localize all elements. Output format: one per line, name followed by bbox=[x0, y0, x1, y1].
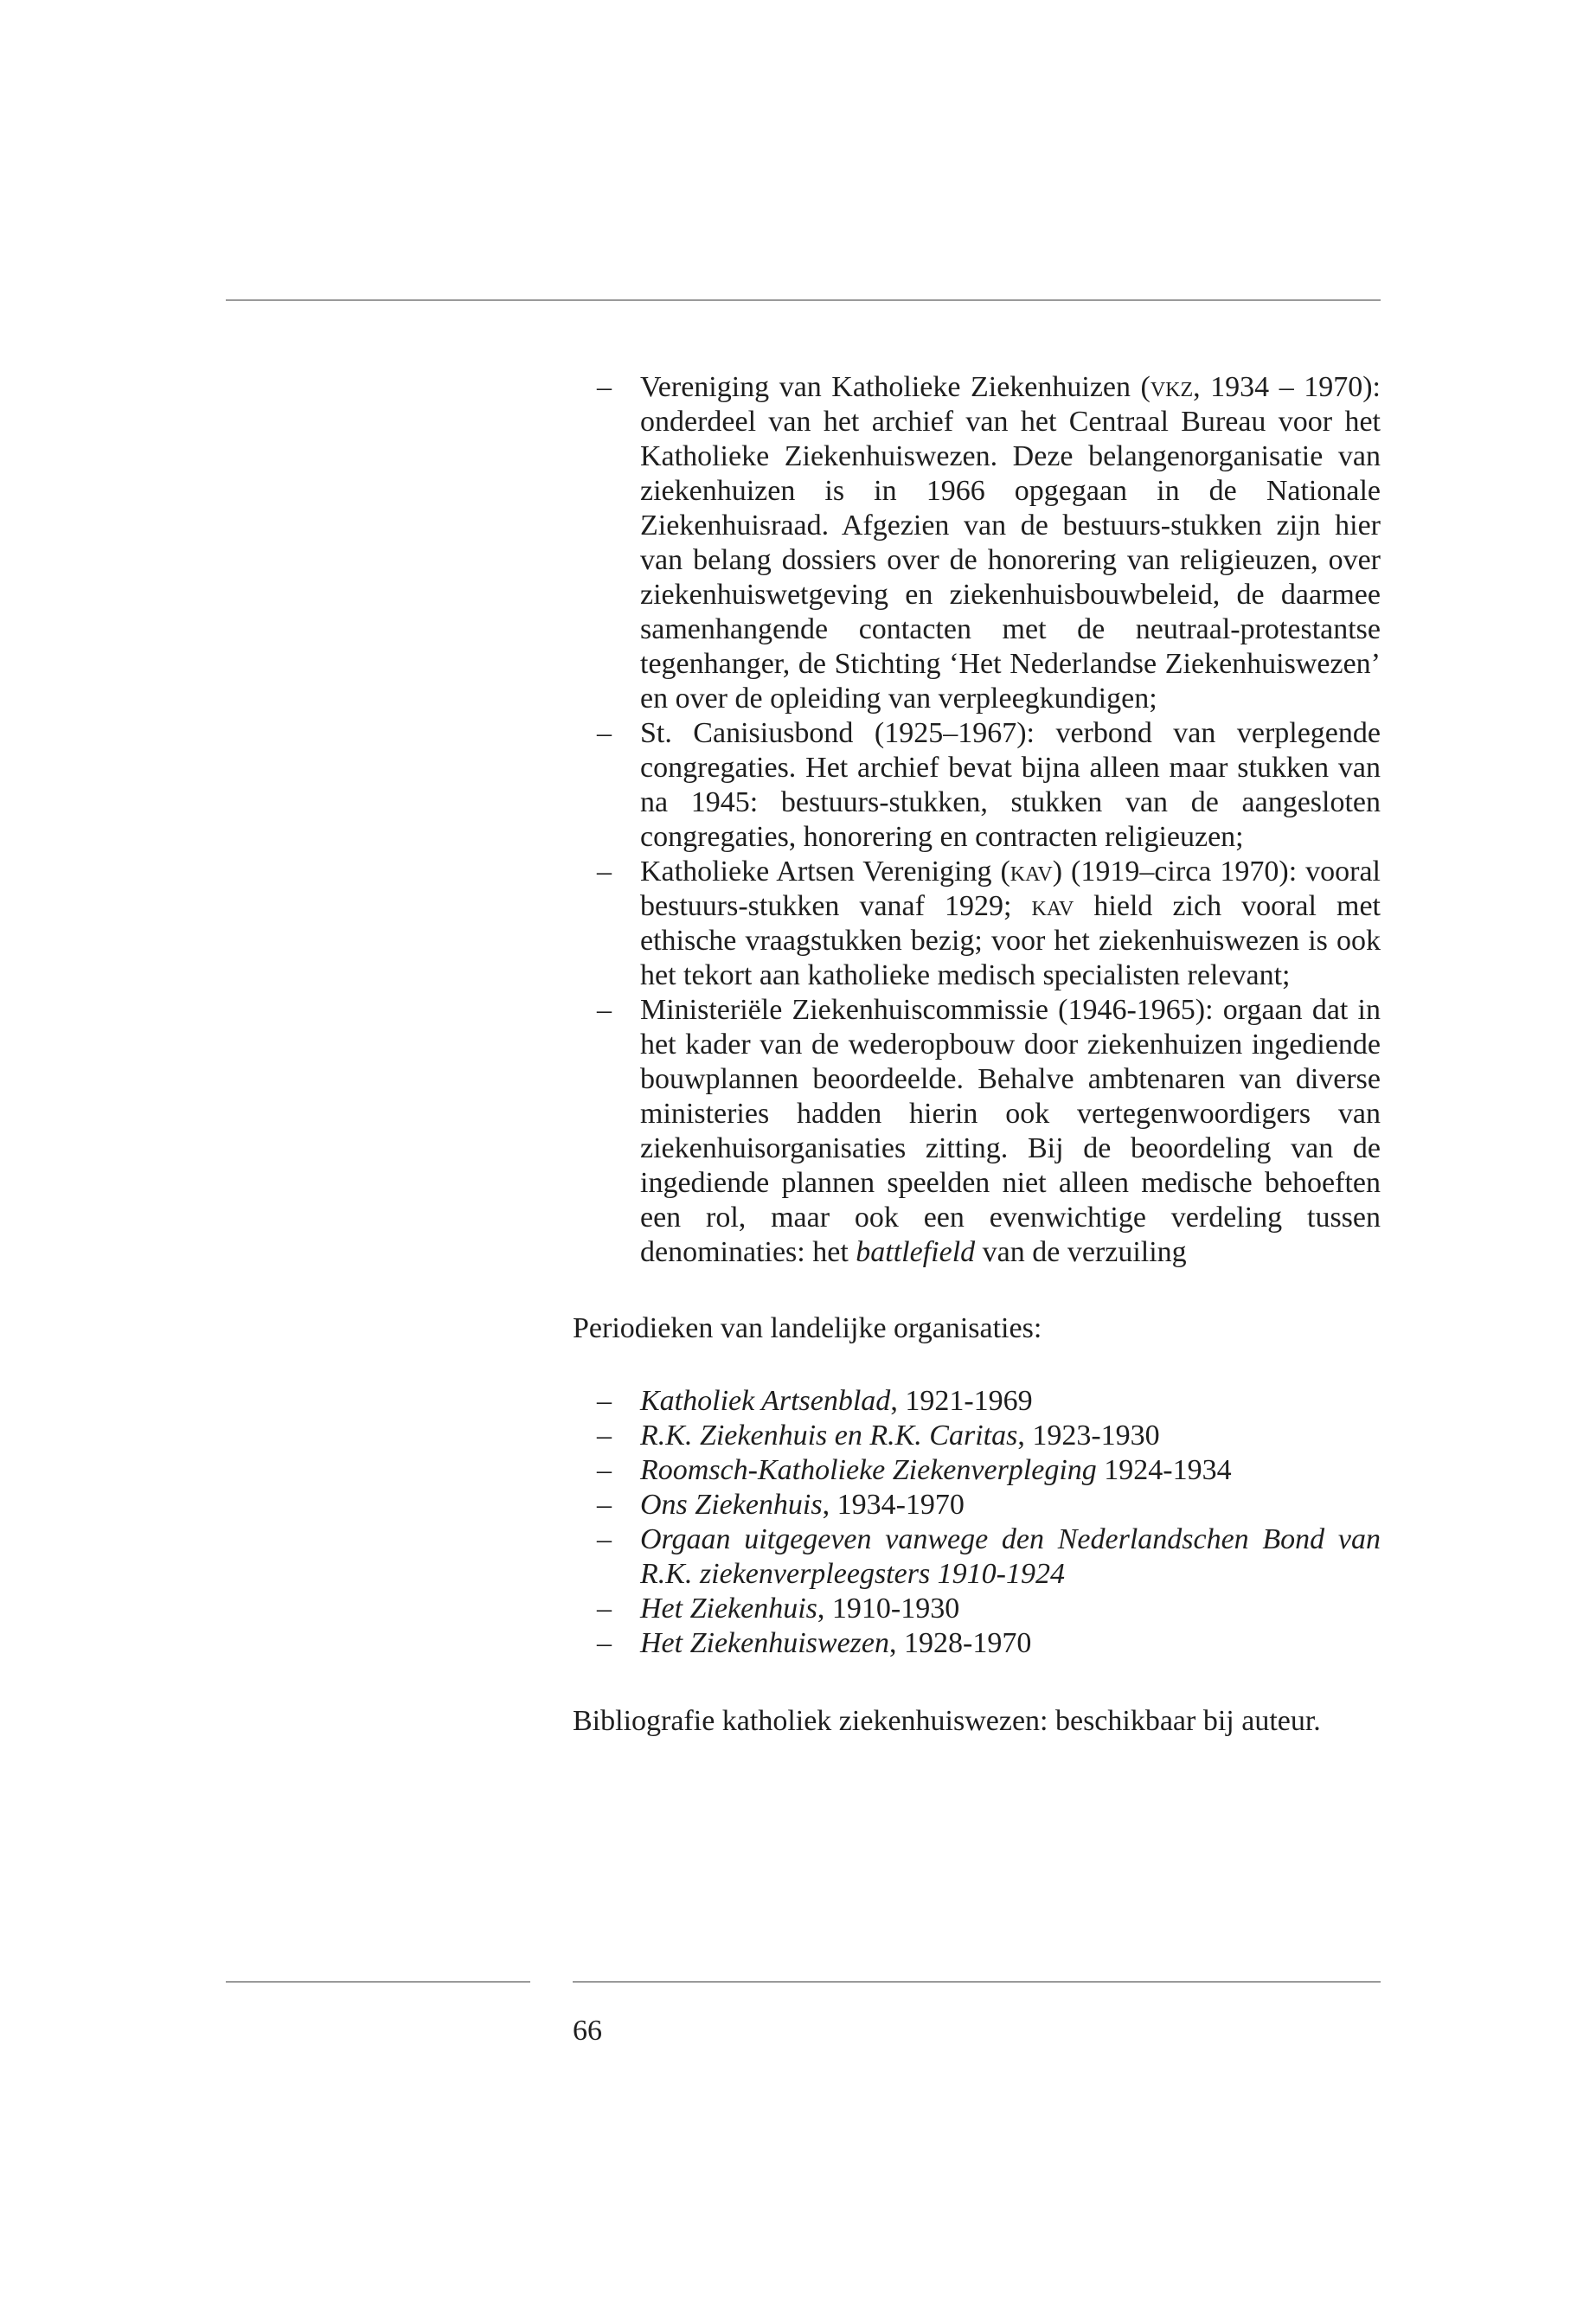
footer-rule-right bbox=[573, 1981, 1381, 1983]
list-item bbox=[573, 1592, 1381, 1626]
list-dash: – bbox=[597, 856, 612, 888]
list-dash: – bbox=[597, 1420, 612, 1452]
header-rule bbox=[226, 299, 1381, 301]
periodical-years: , 1910-1930 bbox=[817, 1593, 960, 1625]
main-text bbox=[573, 370, 1381, 1739]
abbreviation: kav bbox=[1031, 890, 1074, 922]
list-dash: – bbox=[597, 994, 612, 1026]
periodical-years: , 1923-1930 bbox=[1017, 1420, 1160, 1452]
bibliography-note: Bibliografie katholiek ziekenhuiswezen: beschikbaar bij auteur. bbox=[573, 1705, 1321, 1737]
abbreviation: vkz bbox=[1150, 371, 1194, 403]
list-item: – Ministeriële Ziekenhuiscommissie (1946-1965): orgaan dat in het kader van de wederopbouw door ziekenhuizen ingediende bouwplannen beoordeelde. Behalve ambtenaren van diverse ministeries hadden hierin ook vertegenwoordigers van ziekenhuisorganisaties zitting. Bij de beoordeling van de ingediende plannen speelden niet alleen medische behoeften een rol, maar ook een evenwichtige verdeling tussen denominaties: het battlefield van de verzuiling bbox=[597, 994, 1381, 1268]
list-item: – St. Canisiusbond (1925–1967): verbond van verplegende congregaties. Het archief bevat bijna alleen maar stukken van na 1945: bestuurs-stukken, stukken van de aangesloten congregaties, honorering en contracten religieuzen; bbox=[597, 717, 1381, 853]
list-dash: – bbox=[597, 1523, 612, 1555]
periodical-years: , 1934-1970 bbox=[822, 1489, 965, 1521]
periodical-title: R.K. Ziekenhuis en R.K. Caritas bbox=[640, 1420, 1018, 1452]
list-item bbox=[573, 1419, 1381, 1453]
list-item: – Vereniging van Katholieke Ziekenhuizen (vkz, 1934 – 1970): onderdeel van het archief van het Centraal Bureau voor het Katholieke Ziekenhuiswezen. Deze belangenorganisatie van ziekenhuizen is in 1966 opgegaan in de Nationale Ziekenhuisraad. Afgezien van de bestuurs-stukken zijn hier van belang dossiers over de honorering van religieuzen, over ziekenhuiswetgeving en ziekenhuisbouwbeleid, de daarmee samenhangende contacten met de neutraal-protestantse tegenhanger, de Stichting ‘Het Nederlandse Ziekenhuiswezen’ en over de opleiding van verpleegkundigen; bbox=[597, 371, 1381, 715]
organisation-list bbox=[573, 370, 1381, 1270]
list-dash: – bbox=[597, 717, 612, 749]
list-item bbox=[573, 1453, 1381, 1488]
periodical-title: Orgaan uitgegeven vanwege den Nederlandschen Bond van R.K. ziekenverpleegsters 1910-1924 bbox=[640, 1523, 1381, 1590]
periodical-title: Ons Ziekenhuis bbox=[640, 1489, 823, 1521]
periodical-title: Roomsch-Katholieke Ziekenverpleging bbox=[640, 1454, 1097, 1486]
footer-rule-left bbox=[226, 1981, 530, 1983]
list-item: – Katholieke Artsen Vereniging (kav) (1919–circa 1970): vooral bestuurs-stukken vanaf 1929; kav hield zich vooral met ethische vraagstukken bezig; voor het ziekenhuiswezen is ook het tekort aan katholieke medisch specialisten relevant; bbox=[597, 856, 1381, 991]
list-dash: – bbox=[597, 1489, 612, 1521]
periodical-years: 1924-1934 bbox=[1096, 1454, 1232, 1486]
list-dash: – bbox=[597, 1627, 612, 1659]
periodical-title: Het Ziekenhuis bbox=[640, 1593, 817, 1625]
periodical-title: Het Ziekenhuiswezen bbox=[640, 1627, 889, 1659]
periodicals-list bbox=[573, 1384, 1381, 1661]
list-item bbox=[573, 1522, 1381, 1592]
periodical-title: Katholiek Artsenblad bbox=[640, 1385, 891, 1417]
periodical-years: , 1921-1969 bbox=[890, 1385, 1033, 1417]
list-dash: – bbox=[597, 1385, 612, 1417]
list-dash: – bbox=[597, 1593, 612, 1625]
periodical-years: , 1928-1970 bbox=[889, 1627, 1032, 1659]
list-item bbox=[573, 1626, 1381, 1661]
list-dash: – bbox=[597, 371, 612, 403]
list-item bbox=[573, 1384, 1381, 1419]
italic-term: battlefield bbox=[856, 1236, 976, 1268]
periodicals-heading: Periodieken van landelijke organisaties: bbox=[573, 1312, 1042, 1344]
abbreviation: kav bbox=[1010, 856, 1053, 888]
page-number: 66 bbox=[573, 2015, 602, 2047]
list-item bbox=[573, 1488, 1381, 1522]
list-dash: – bbox=[597, 1454, 612, 1486]
